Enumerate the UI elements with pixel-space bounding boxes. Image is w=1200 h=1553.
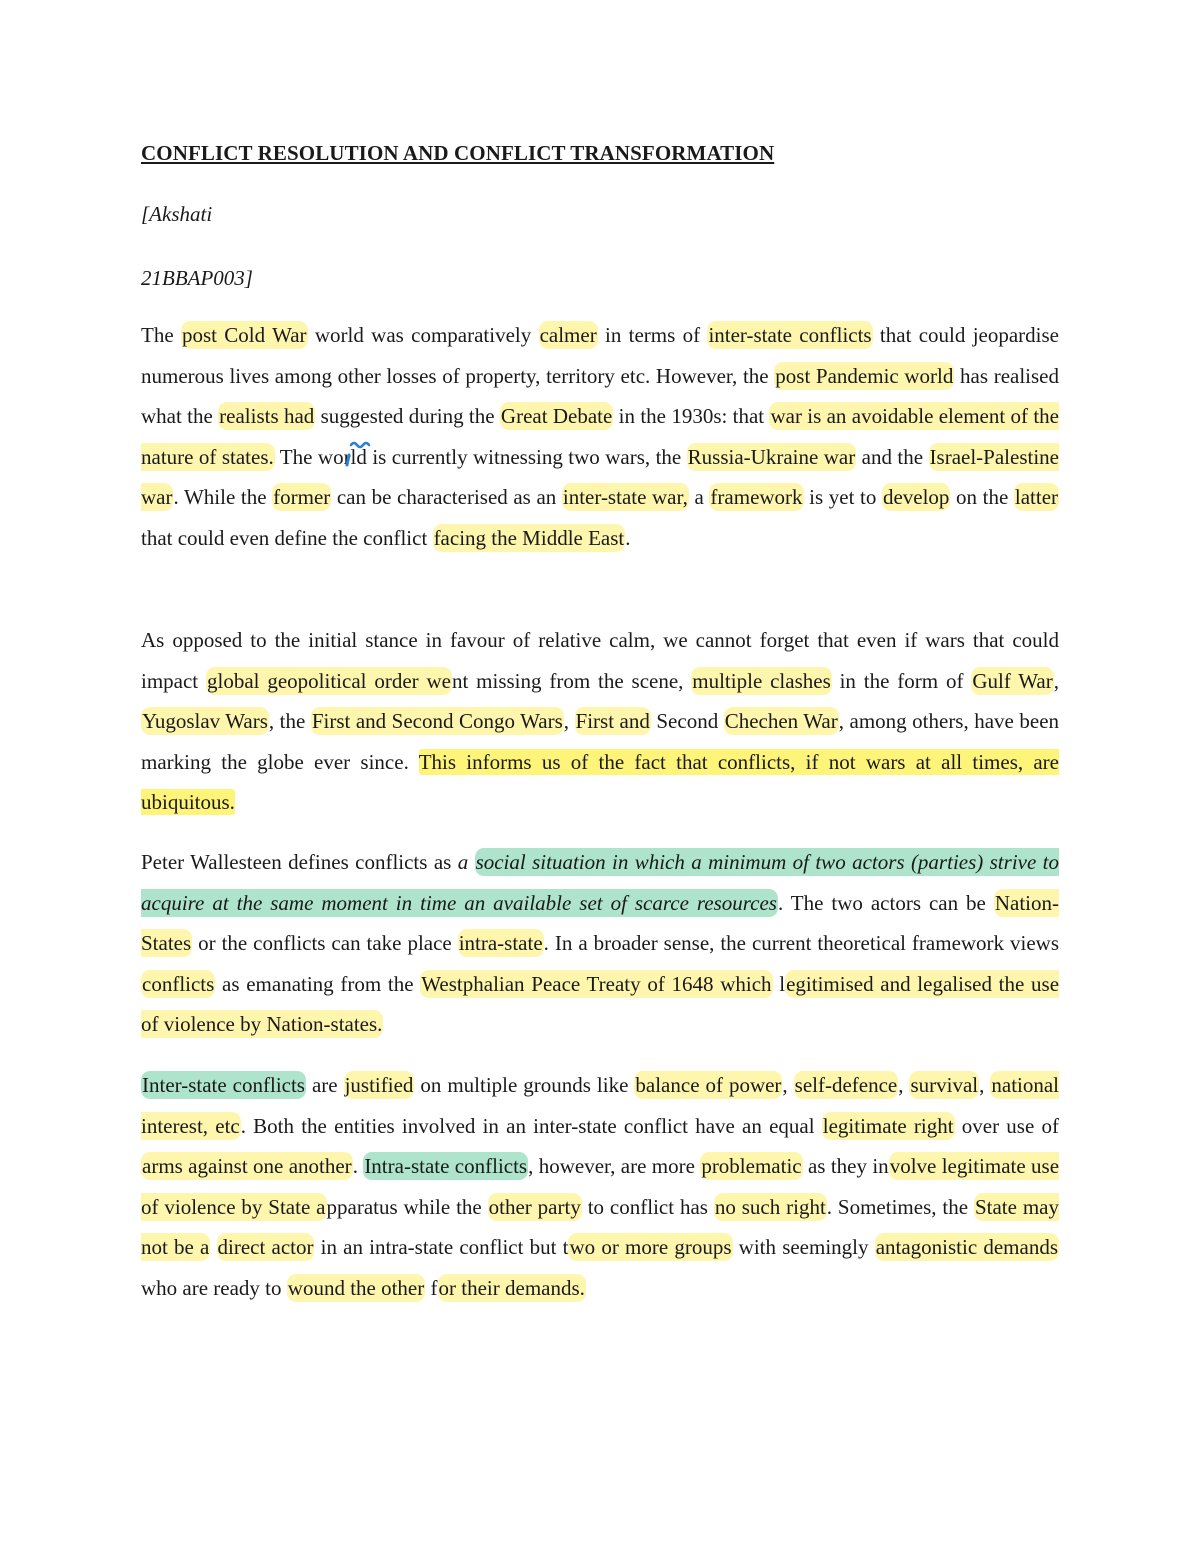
text-run: a bbox=[457, 850, 475, 874]
highlighted-text: wound the other bbox=[287, 1275, 425, 1300]
text-run: is yet to bbox=[803, 485, 882, 510]
text-run: who are ready to bbox=[141, 1275, 287, 1300]
highlighted-text: Yugoslav Wars bbox=[142, 709, 268, 734]
highlighted-text: direct actor bbox=[217, 1235, 314, 1260]
text-run: . bbox=[352, 1154, 364, 1179]
highlighted-text: State may not be a bbox=[141, 1194, 1059, 1260]
text-run: f bbox=[425, 1275, 438, 1300]
highlighted-text: antagonistic demands bbox=[875, 1235, 1059, 1260]
highlighted-text: Westphalian Peace Treaty of 1648 which bbox=[421, 971, 772, 996]
highlighted-text: First and bbox=[575, 709, 650, 734]
text-run: to conflict has bbox=[581, 1194, 714, 1219]
text-run: in terms of bbox=[597, 323, 708, 347]
ink-correction-mark bbox=[341, 437, 379, 467]
highlighted-text: no such right bbox=[714, 1194, 826, 1219]
text-run: on the bbox=[950, 485, 1014, 510]
highlighted-text: Israel-Palestine war bbox=[141, 444, 1059, 510]
highlighted-text: war is an avoidable element of the nature of states. bbox=[141, 404, 1059, 469]
highlighted-text: other party bbox=[488, 1194, 581, 1219]
text-run: with seemingly bbox=[732, 1235, 875, 1260]
highlighted-text: egitimised and legalised the use of violence by Nation-states. bbox=[141, 971, 1060, 1037]
highlighted-text: framework bbox=[710, 485, 803, 510]
text-run: that could even define the conflict bbox=[141, 525, 433, 550]
highlighted-text: self-defence bbox=[794, 1073, 898, 1097]
text-run: . The two actors can be bbox=[777, 890, 994, 915]
highlighted-text: or their demands. bbox=[438, 1275, 585, 1300]
text-run: , bbox=[782, 1073, 794, 1097]
highlighted-text: First and Second Congo Wars bbox=[311, 709, 563, 734]
text-run: pparatus while the bbox=[326, 1194, 488, 1219]
highlighted-text: realists had bbox=[219, 404, 315, 429]
text-run: The world is currently witnessing two wars, the bbox=[274, 444, 687, 469]
highlighted-text-green: social situation in which a minimum of two actors (parties) strive to acquire at the same moment in time an available set of scarce resources bbox=[141, 850, 1059, 915]
text-run: has realised what the bbox=[141, 363, 1059, 429]
text-run: or the conflicts can take place bbox=[192, 931, 458, 956]
text-run: , bbox=[979, 1073, 991, 1097]
highlighted-text-strong: This informs us of the fact that conflicts, if not wars at all times, are ubiquitous. bbox=[141, 749, 1059, 815]
text-run: , bbox=[1053, 668, 1059, 693]
highlighted-text: wo or more groups bbox=[569, 1235, 732, 1260]
highlighted-text: justified bbox=[344, 1073, 414, 1097]
paragraph-3 bbox=[141, 842, 1059, 1045]
highlighted-text: conflicts bbox=[142, 971, 215, 996]
text-run: as emanating from the bbox=[215, 971, 421, 996]
highlighted-text-green: Inter-state conflicts bbox=[142, 1073, 305, 1097]
text-run: , the bbox=[268, 709, 311, 734]
text-run: can be characterised as an bbox=[331, 485, 562, 510]
text-run: . In a broader sense, the current theoretical framework views bbox=[543, 931, 1059, 956]
text-run: , however, are more bbox=[528, 1154, 701, 1179]
paragraph-4 bbox=[141, 1065, 1059, 1309]
text-run: in an intra-state conflict but t bbox=[314, 1235, 569, 1260]
text-run: Peter Wallesteen defines conflicts as bbox=[141, 850, 458, 874]
paragraph-2 bbox=[141, 620, 1059, 823]
highlighted-text: post Cold War bbox=[181, 323, 307, 347]
text-run: Second bbox=[650, 709, 724, 734]
text-run: a bbox=[688, 485, 710, 510]
highlighted-text-green: Intra-state conflicts bbox=[364, 1154, 528, 1179]
highlighted-text: balance of power bbox=[635, 1073, 782, 1097]
text-run: , bbox=[563, 709, 575, 734]
text-run: on multiple grounds like bbox=[414, 1073, 635, 1097]
highlighted-text: facing the Middle East bbox=[433, 525, 625, 550]
text-run: over use of bbox=[954, 1113, 1059, 1138]
text-run bbox=[210, 1235, 216, 1259]
student-id-line: 21BBAP003] bbox=[141, 266, 253, 290]
text-run: that could jeopardise numerous lives among other losses of property, territory etc. However, the bbox=[141, 323, 1059, 388]
text-run: , bbox=[898, 1073, 910, 1097]
highlighted-text: former bbox=[273, 485, 331, 510]
text-run: . Both the entities involved in an inter-state conflict have an equal bbox=[240, 1113, 822, 1138]
text-run: as they in bbox=[802, 1154, 889, 1179]
highlighted-text: global geopolitical order we bbox=[207, 668, 451, 693]
paragraph-1 bbox=[141, 315, 1059, 559]
highlighted-text: national interest, etc bbox=[141, 1073, 1060, 1138]
highlighted-text: Chechen War bbox=[724, 709, 838, 734]
text-run: , among others, have been marking the globe ever since. bbox=[141, 709, 1060, 774]
text-run: The bbox=[141, 323, 181, 347]
text-run: and the bbox=[856, 444, 929, 469]
text-run: . bbox=[625, 525, 631, 550]
text-run: . While the bbox=[173, 485, 273, 510]
highlighted-text: legitimate right bbox=[822, 1113, 954, 1138]
text-run: l bbox=[772, 971, 786, 996]
document-title: CONFLICT RESOLUTION AND CONFLICT TRANSFORMATION bbox=[141, 141, 775, 165]
text-run: As opposed to the initial stance in favour of relative calm, we cannot forget that even if wars that could impact bbox=[141, 628, 1059, 693]
highlighted-text: survival bbox=[910, 1073, 979, 1097]
highlighted-text: inter-state war, bbox=[562, 485, 688, 510]
highlighted-text: Gulf War bbox=[972, 668, 1053, 693]
text-run: world was comparatively bbox=[307, 323, 539, 347]
text-run: in the form of bbox=[831, 668, 972, 693]
highlighted-text: post Pandemic world bbox=[775, 363, 954, 388]
highlighted-text: intra-state bbox=[458, 931, 543, 956]
text-run: . Sometimes, the bbox=[826, 1194, 974, 1219]
text-run: suggested during the bbox=[315, 404, 500, 429]
text-run: are bbox=[305, 1073, 344, 1097]
highlighted-text: volve legitimate use of violence by State a bbox=[141, 1154, 1060, 1219]
highlighted-text: Russia-Ukraine war bbox=[687, 444, 856, 469]
text-run: nt missing from the scene, bbox=[451, 668, 692, 693]
highlighted-text: calmer bbox=[539, 323, 597, 347]
text-run: in the 1930s: that bbox=[613, 404, 770, 429]
highlighted-text: Nation-States bbox=[141, 890, 1059, 956]
highlighted-text: multiple clashes bbox=[692, 668, 831, 693]
highlighted-text: arms against one another bbox=[142, 1154, 352, 1179]
highlighted-text: inter-state conflicts bbox=[708, 323, 872, 347]
highlighted-text: problematic bbox=[701, 1154, 802, 1179]
highlighted-text: latter bbox=[1014, 485, 1059, 510]
highlighted-text: develop bbox=[882, 485, 950, 510]
highlighted-text: Great Debate bbox=[500, 404, 613, 429]
author-line: [Akshati bbox=[141, 202, 213, 226]
